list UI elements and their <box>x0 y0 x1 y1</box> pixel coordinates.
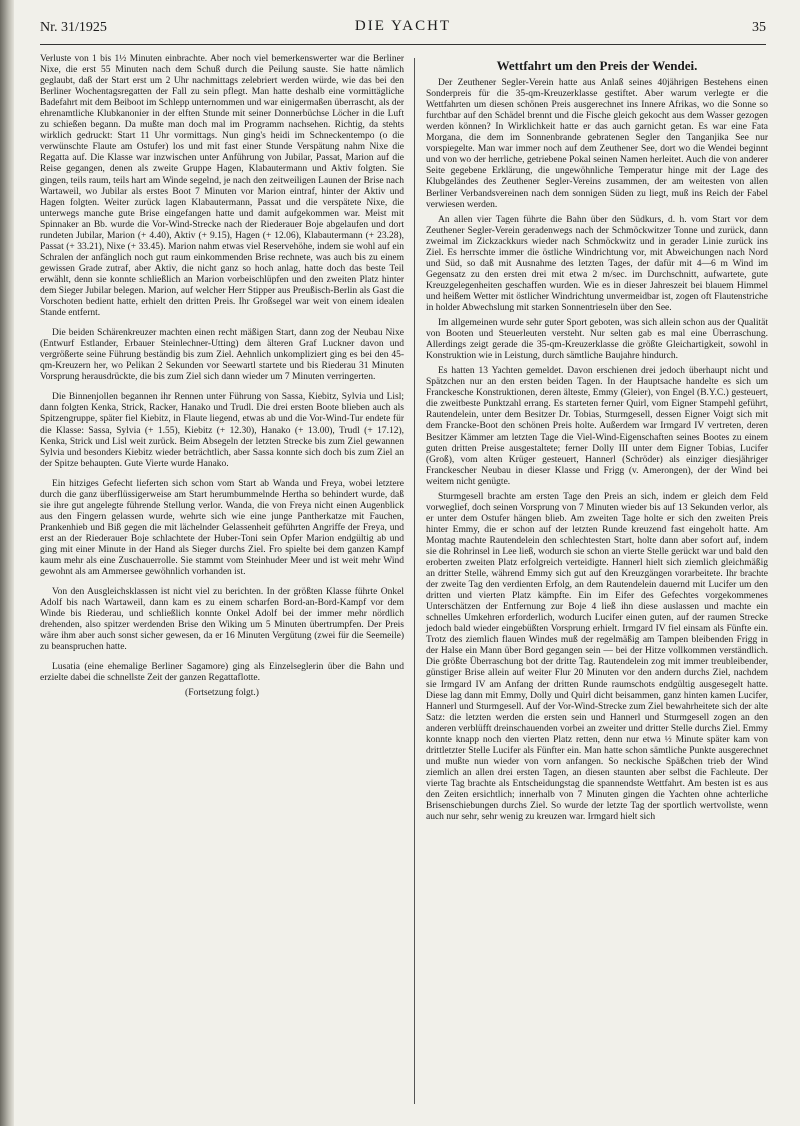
left-paragraph-1: Verluste von 1 bis 1½ Minuten einbrachte. Aber noch viel bemerkenswerter war die Berliner Nixe, die erst 55 Minuten nach dem Schuß durch die Peilung sauste. Sie hatte nämlich geglaubt, daß der Start erst um 2 Uhr nachmittags zelebriert werden würde, wie das bei den Berliner Wochentagsregatten der Fall zu sein pflegt. Man hatte deshalb eine vormittägliche Badefahrt mit dem Beiboot im Schlepp unternommen und war einigermaßen überrascht, als der ehrenamtliche Klubkanonier in der elften Stunde mit seiner Donnerbüchse Löcher in die Luft zu schießen begann. Da mußte man doch mal im Programm nachsehen. Richtig, da stehts wirklich gedruckt: Start 11 Uhr vormittags. Nun ging's heidi im Schneckentempo (o die verwünschte Flaute am Ostufer) los und mit fast einer Stunde Verspätung nahm Nixe die Regatta auf. Die Klasse war inzwischen unter Anführung von Jubilar, Passat, Marion auf die Reise gegangen, denen als zweite Gruppe Hagen, Klabautermann und Aktiv folgten. Sie gingen, teils raum, teils hart am Winde segelnd, je nach den zeitweiligen Launen der Brise nach Wartaweil, wo Jubilar als erstes Boot 7 Minuten vor Marion eintraf, hinter der Aktiv und Hagen folgten. Weiter zurück lagen Klabautermann, Passat und die verspätete Nixe, die unterwegs manche gute Brise eingefangen hatte und damit aufgekommen war. Meist mit Spinnaker an Bb. wurde die Vor-Wind-Strecke nach der Riederauer Boje abgelaufen und dort rundeten Jubilar, Marion (+ 4.40), Aktiv (+ 9.15), Hagen (+ 12.06), Klabautermann (+ 23.28), Passat (+ 33.21), Nixe (+ 33.45). Marion nahm etwas viel Reservehöhe, indem sie wohl auf ein Schralen der anfänglich noch gut raum einkommenden Brise rechnete, was auch bis zu einem gewissen Grade zutraf, aber Aktiv, die nicht ganz so hoch anlag, hatte doch das beste Teil erwählt, denn sie konnte schließlich an Marion vorbeischlüpfen und den zweiten Platz hinter dem Sieger Jubilar belegen. Marion, auf welcher Herr Stipper aus Preußisch-Berlin als Gast die Vorschoten bedient hatte, erhielt den dritten Preis. Ihr Großsegel war weit von einem idealen Stande entfernt. <box>40 54 404 319</box>
left-paragraph-4: Ein hitziges Gefecht lieferten sich schon vom Start ab Wanda und Freya, wobei letztere durch die ganz überflüssigerweise am Start herumbummelnde Hertha so behindert wurde, daß sie ihre gut angelegte führende Stellung verlor. Wanda, die von Freya nicht einen Augenblick aus den Fingern gelassen wurde, wehrte sich wie eine junge Pantherkatze mit Fauchen, Prankenhieb und Biß gegen die mit lächelnder Gelassenheit geführten Angriffe der Freya, und erst an der Riederauer Boje schlachtete der Huber-Toni sein Opfer Marion endgültig ab und ging mit einer Minute in der Hand als Sieger durchs Ziel. Fro spielte bei dem ganzen Kampf kaum mehr als eine Zuschauerrolle. Sie stammt vom Steinhuder Meer und ist weit mehr Wind gewohnt als am Ammersee gewöhnlich vorhanden ist. <box>40 478 404 578</box>
issue-number: Nr. 31/1925 <box>40 20 107 35</box>
page-header <box>40 18 766 40</box>
right-paragraph-5: Sturmgesell brachte am ersten Tage den Preis an sich, indem er gleich dem Feld vorweglief, doch seinen Vorsprung von 7 Minuten wieder bis auf 13 Sekunden verlor, als er unter dem Ostufer hängen blieb. Am zweiten Tage holte er sich den zweiten Preis hinter Emmy, die er schon auf der letzten Runde kreuzend fast eingeholt hatte. Am Montag machte Rautendelein den schlechtesten Start, holte dann aber sofort auf, indem sie die Rohrinsel in Lee ließ, wodurch sie schon an vierte Stelle gerückt war und bald den eroberten zweiten Platz erfolgreich verteidigte. Hannerl hielt sich ziemlich gleichmäßig an dritter Stelle, während Emmy sich gut auf den Kreuzgängen vorarbeitete. Ihr brachte der zweite Tag den verdienten Erfolg, an dem Rautendelein dauernd mit Lucifer um den dritten und vierten Platz kämpfte. Ein im Eifer des Gefechtes vorgekommenes Unterschätzen der Entfernung zur Boje 4 ließ ihn diese auslassen und machte ein schnelles Umkehren erforderlich, wodurch Lucifer einen guten, auf der raumen Strecke jedoch bald wieder eingebüßten Vorsprung erhielt. Irmgard IV fiel einsam als Fünfte ein. Trotz des ziemlich flauen Windes muß der regelmäßig am Tampen bleibenden Frigg in der Halse ein Mann über Bord gegangen sein — bei der Hitze vollkommen verständlich. Die größte Überraschung bot der dritte Tag. Rautendelein zog mit immer treubleibender, günstiger Brise allein auf weiter Flur 20 Minuten vor den andern durchs Ziel, nachdem sie Irmgard IV am Anfang der dritten Runde raumschots endgültig ausgesegelt hatte. Diese lag dann mit Emmy, Dolly und Quirl dicht beisammen, ganz hinten kamen Lucifer, Hannerl und Sturmgesell. Auf der Vor-Wind-Strecke zum Ziel bewahrheitete sich der alte Satz: die letzten werden die ersten sein und Hannerl und Sturmgesell zogen an den anderen verblüfft dreinschauenden vorbei an zweiter und dritter Stelle durchs Ziel. Emmy konnte knapp noch den vierten Platz retten, denn nur etwa ½ Minute später kam von drittletzter Stelle Lucifer als Fünfter ein. Man hatte schon sämtliche Punkte ausgerechnet und mußte nun wieder von vorn anfangen. So neckische Späßchen trieb der Wind ziemlich an allen drei ersten Tagen, an diesen staunten aber selbst die Fachleute. Der vierte Tag brachte als Entscheidungstag die spannendste Wettfahrt. Am besten ist es aus den Zeiten ersichtlich; innerhalb von 7 Minuten gingen die Yachten ohne achterliche Brisenschiebungen durchs Ziel. So wurde der letzte Tag der sportlich wertvollste, wenn auch nur sehr, sehr wenig zu kreuzen war. Irmgard hielt sich <box>426 491 768 823</box>
continued-note: (Fortsetzung folgt.) <box>185 688 259 699</box>
article-title: Wettfahrt um den Preis der Wendei. <box>496 58 698 73</box>
right-paragraph-1: Der Zeuthener Segler-Verein hatte aus Anlaß seines 40jährigen Bestehens einen Sonderpreis für die 35-qm-Kreuzerklasse gestiftet. Aber warum verlegte er die Wettfahrten um diesen schönen Preis ausgerechnet ins Innere Afrikas, wo die Sonne so furchtbar auf den Schädel brennt und die Fische gleich gekocht aus dem Wasser gezogen werden können? In Wirklichkeit hatte er das auch garnicht getan. Es war eine Fata Morgana, die dem im Sonnenbrande gebratenen Segler den Tanganjika See nur vorspiegelte. Man war immer noch auf dem Zeuthener See, dort wo die Wendei beginnt und von wo der herrliche, getriebene Pokal seinen Namen herleitet. Auch die von anderer Seite gegebene Erklärung, die ungewöhnliche Temperatur hinge mit der Lage des Klubgeländes des Zeuthener Segler-Vereins zusammen, der am weitesten von allen Berliner Verbandsvereinen nach dem sonnigen Süden zu liegt, muß ins Reich der Fabel verwiesen werden. <box>426 78 768 210</box>
page-number: 35 <box>752 20 766 35</box>
page-binding-shadow <box>0 0 14 1126</box>
left-paragraph-3: Die Binnenjollen begannen ihr Rennen unter Führung von Sassa, Kiebitz, Sylvia und Lisl; dann folgten Kenka, Strick, Racker, Hanako und Trudl. Die drei ersten Boote blieben auch als Spitzengruppe, später fiel Kiebitz, in Flaute liegend, etwas ab und die Vor-Wind-Tur endete für die Klasse: Sassa, Sylvia (+ 1.55), Kiebitz (+ 12.30), Hanako (+ 13.00), Trudl (+ 17.12), Kenka, Strick und Lisl weit zurück. Beim Absegeln der letzten Strecke bis zum Ziel gewannen Sylvia und besonders Kiebitz wieder beträchtlich, aber Sassa konnte sich doch bis zum Ziel an der Spitze behaupten. Gute Vierte wurde Hanako. <box>40 392 404 469</box>
magazine-title: DIE YACHT <box>354 18 452 34</box>
right-paragraph-3: Im allgemeinen wurde sehr guter Sport geboten, was sich allein schon aus der Qualität von Booten und Steuerleuten versteht. Nur selten gab es mal eine Überraschung. Allerdings zeigt gerade die 35-qm-Kreuzerklasse die größte Gleichartigkeit, sowohl in Konstruktion wie in Leistung, durch sämtliche Baujahre hindurch. <box>426 318 768 362</box>
left-paragraph-2: Die beiden Schärenkreuzer machten einen recht mäßigen Start, dann zog der Neubau Nixe (Entwurf Estlander, Erbauer Steinlechner-Utting) dem älteren Graf Luckner davon und vergrößerte seine Führung beständig bis zum Ziel. Aehnlich unkompliziert ging es bei den 45-qm-Kreuzern her, wo Pelikan 2 Sekunden vor Seewartl startete und bis Riederau 31 Minuten Vorsprung herausdrückte, die bis zum Ziel sich dann wieder um 7 Minuten verringerten. <box>40 328 404 383</box>
left-paragraph-5: Von den Ausgleichsklassen ist nicht viel zu berichten. In der größten Klasse führte Onkel Adolf bis nach Wartaweil, dann kam es zu einem scharfen Bord-an-Bord-Kampf vor dem Winde bis Riederau, und schließlich konnte Onkel Adolf bei der immer mehr nördlich drehenden, also spitzer werdenden Brise den Wiking um 5 Minuten übertrumpfen. Der Preis wäre ihm aber auch sonst sicher gewesen, da er 16 Minuten Vergütung (zwei für die Seemeile) zu beanspruchen hatte. <box>40 587 404 653</box>
column-divider <box>414 58 415 1104</box>
left-paragraph-6: Lusatia (eine ehemalige Berliner Sagamore) ging als Einzelseglerin über die Bahn und erzielte dabei die schnellste Zeit der ganzen Regattaflotte. <box>40 662 404 684</box>
right-column <box>426 54 768 827</box>
left-column <box>40 54 404 704</box>
right-paragraph-4: Es hatten 13 Yachten gemeldet. Davon erschienen drei jedoch überhaupt nicht und Spätzchen nur an den ersten beiden Tagen. In der Hauptsache handelte es sich um Franckesche Konstruktionen, deren älteste, Emmy (Gleier), von Engel (B.Y.C.) gesteuert, die zweitbeste Punktzahl errang. Es starteten ferner Quirl, vom Eigner Stampehl geführt, Rautendelein, unter dem Besitzer Dr. Tobias, Sturmgesell, dessen Eigner Voigt sich mit dem Francke-Boot den schönen Preis holte. Außerdem war Irmgard IV vertreten, deren Besitzer Kämmer am letzten Tage die Viel-Wind-Eigenschaften seines Bootes zu einem guten dritten Preise ausgestaltete; ferner Dolly III unter dem Eigner Tobias, Lucifer (Groß), vom alten Krüger gesteuert, Hannerl (Schröder) als einziger diesjähriger Franckescher Neubau in dieser Klasse und Frigg (v. Amerongen), der der Wind bei weitem nicht genügte. <box>426 366 768 487</box>
right-paragraph-2: An allen vier Tagen führte die Bahn über den Südkurs, d. h. vom Start vor dem Zeuthener Segler-Verein geradenwegs nach der Schmöckwitzer Tonne und zurück, dann zweimal im Zickzackkurs wieder nach Schmöckwitz und in gerader Linie zurück ins Ziel. Es herrschte immer die östliche Windrichtung vor, mit Abweichungen nach Nord und Süd, so daß mit Ausnahme des letzten Tages, der dafür mit 4—6 m Wind im Gegensatz zu den ersten drei mit etwa 2 m/sec. im Durchschnitt, aufwartete, gute Kreuzgelegenheiten geschaffen wurden. Wie es in dieser Jahreszeit bei blauem Himmel und heißem Wetter mit östlicher Windrichtung unvermeidbar ist, zogen oft Flautenstriche in holder Abwechslung mit starken Sonnentrieseln über den See. <box>426 214 768 313</box>
header-rule <box>40 44 766 45</box>
